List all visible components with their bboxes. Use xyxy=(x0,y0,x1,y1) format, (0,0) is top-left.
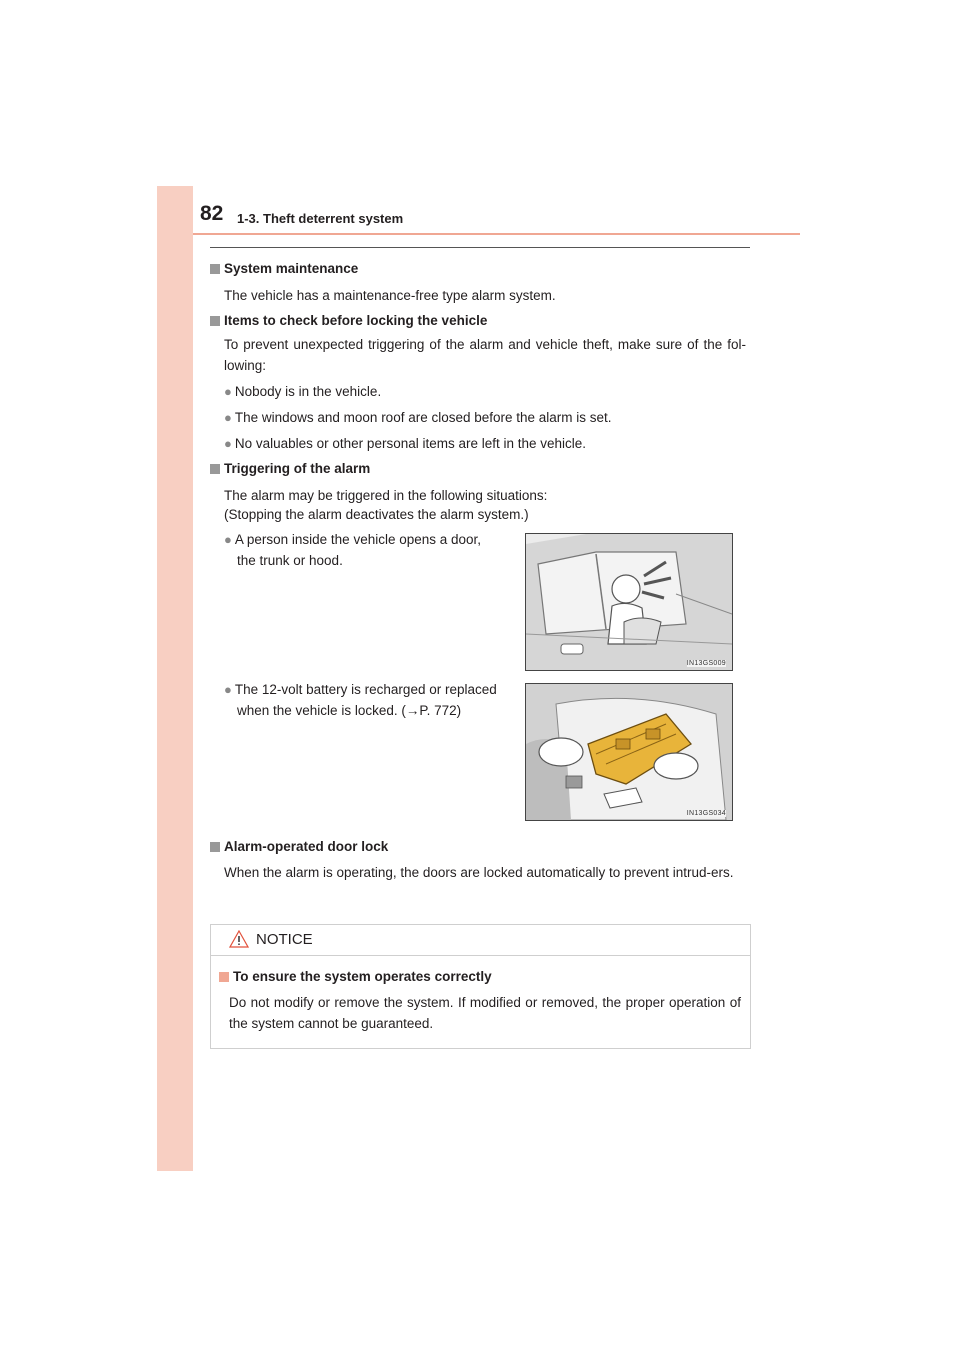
car-door-illustration xyxy=(526,534,732,670)
door-lock-text: When the alarm is operating, the doors are locked automatically to prevent intrud-ers. xyxy=(224,865,734,880)
triggering-text-line1: The alarm may be triggered in the following situations: xyxy=(224,488,548,503)
section-title: 1-3. Theft deterrent system xyxy=(237,211,404,226)
square-bullet-icon xyxy=(210,842,220,852)
bullet-dot-icon: ● xyxy=(224,384,232,399)
triggering-text-line2: (Stopping the alarm deactivates the alarm system.) xyxy=(224,507,529,522)
notice-heading: To ensure the system operates correctly xyxy=(219,969,492,984)
list-item: ● Nobody is in the vehicle. xyxy=(224,384,382,399)
heading-triggering-alarm: Triggering of the alarm xyxy=(210,461,370,476)
illustration-code: IN13GS009 xyxy=(686,660,726,667)
list-item: ● No valuables or other personal items are left in the vehicle. xyxy=(224,436,587,451)
header-rule xyxy=(193,233,800,235)
content-top-rule xyxy=(210,247,750,248)
bullet-dot-icon: ● xyxy=(224,410,232,425)
square-bullet-icon xyxy=(210,264,220,274)
illustration-battery-replacement xyxy=(525,683,733,821)
bullet-dot-icon: ● xyxy=(224,682,232,697)
square-bullet-icon xyxy=(210,316,220,326)
notice-label: NOTICE xyxy=(256,931,313,948)
list-item: ● A person inside the vehicle opens a door, the trunk or hood. xyxy=(224,532,482,568)
illustration-code: IN13GS034 xyxy=(686,810,726,817)
square-bullet-icon xyxy=(219,972,229,982)
heading-items-to-check: Items to check before locking the vehicle xyxy=(210,313,487,328)
illustration-person-opening-door xyxy=(525,533,733,671)
bullet-dot-icon: ● xyxy=(224,436,232,451)
warning-triangle-icon xyxy=(229,930,249,948)
heading-system-maintenance: System maintenance xyxy=(210,261,358,276)
notice-header xyxy=(211,925,750,956)
battery-illustration xyxy=(526,684,732,820)
page-number: 82 xyxy=(200,202,224,225)
items-check-text: To prevent unexpected triggering of the alarm and vehicle theft, make sure of the fol-lowing: xyxy=(224,337,746,373)
notice-box xyxy=(210,924,751,1049)
bullet-dot-icon: ● xyxy=(224,532,232,547)
maintenance-text: The vehicle has a maintenance-free type alarm system. xyxy=(224,288,556,303)
list-item: ● The 12-volt battery is recharged or replaced when the vehicle is locked. (→P. 772) xyxy=(224,682,497,718)
list-item: ● The windows and moon roof are closed before the alarm is set. xyxy=(224,410,612,425)
notice-text: Do not modify or remove the system. If modified or removed, the proper operation of the system cannot be guaranteed. xyxy=(229,995,741,1031)
heading-alarm-door-lock: Alarm-operated door lock xyxy=(210,839,388,854)
page-sidebar-tab xyxy=(157,186,193,1171)
square-bullet-icon xyxy=(210,464,220,474)
